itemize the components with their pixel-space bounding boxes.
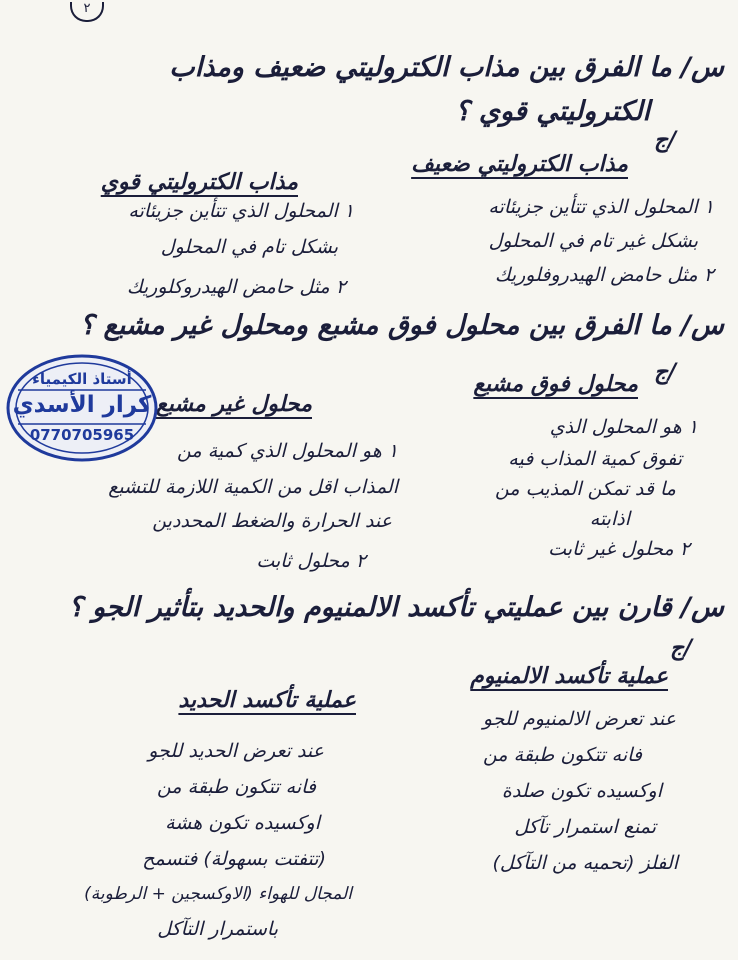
q1-line2: الكتروليتي قوي ؟ [455, 96, 650, 127]
q2-super-5: ٢ محلول غير ثابت [548, 538, 690, 560]
q2-head-unsat: محلول غير مشبع [156, 392, 312, 417]
q1-strong-3: ٢ مثل حامض الهيدروكلوريك [126, 276, 346, 298]
q1-weak-3: ٢ مثل حامض الهيدروفلوريك [494, 264, 714, 286]
q1-line1: س/ ما الفرق بين مذاب الكتروليتي ضعيف ومذاب [169, 52, 724, 83]
q2-line1: س/ ما الفرق بين محلول فوق مشبع ومحلول غير مشبع ؟ [79, 310, 724, 341]
q1-head-strong: مذاب الكتروليتي قوي [100, 170, 298, 195]
q1-head-weak: مذاب الكتروليتي ضعيف [411, 152, 628, 177]
q2-unsat-1: ١ هو المحلول الذي كمية من [177, 440, 398, 462]
q2-super-4: اذابته [589, 508, 630, 530]
q1-answer-mark: ج/ [654, 128, 677, 153]
q1-strong-1: ١ المحلول الذي تتأين جزيئاته [128, 200, 354, 222]
q2-head-super: محلول فوق مشبع [473, 372, 638, 397]
q2-unsat-3: عند الحرارة والضغط المحددين [152, 510, 392, 532]
q2-super-1: ١ هو المحلول الذي [549, 416, 698, 438]
q3-head-al: عملية تأكسد الالمنيوم [470, 664, 668, 689]
q3-fe-4: (تتفتت بسهولة) فتسمح [142, 848, 326, 870]
q3-fe-3: اوكسيده تكون هشة [165, 812, 320, 834]
q1-strong-2: بشكل تام في المحلول [160, 236, 338, 258]
q1-weak-2: بشكل غير تام في المحلول [488, 230, 698, 252]
q1-weak-1: ١ المحلول الذي تتأين جزيئاته [488, 196, 714, 218]
stamp-title: أستاذ الكيمياء [32, 370, 132, 388]
q2-super-3: ما قد تمكن المذيب من [494, 478, 676, 500]
q3-al-5: الفلز (تحميه من التآكل) [492, 852, 678, 874]
stamp-phone: 0770705965 [29, 426, 135, 444]
q3-fe-5: المجال للهواء (الاوكسجين + الرطوبة) [84, 884, 352, 904]
q3-fe-1: عند تعرض الحديد للجو [148, 740, 324, 762]
q3-fe-6: باستمرار التآكل [157, 918, 278, 940]
q3-al-1: عند تعرض الالمنيوم للجو [482, 708, 676, 730]
q3-al-3: اوكسيده تكون صلدة [501, 780, 662, 802]
q3-line1: س/ قارن بين عمليتي تأكسد الالمنيوم والحديد بتأثير الجو ؟ [68, 592, 724, 623]
q3-fe-2: فانه تتكون طبقة من [156, 776, 316, 798]
q3-answer-mark: ج/ [670, 636, 693, 661]
q2-super-2: تفوق كمية المذاب فيه [508, 448, 682, 470]
stamp-name: كرار الأسدي [12, 392, 152, 418]
q3-al-4: تمنع استمرار تآكل [514, 816, 656, 838]
q2-answer-mark: ج/ [654, 360, 677, 385]
page-number: ٢ [70, 2, 104, 22]
q2-unsat-4: ٢ محلول ثابت [256, 550, 366, 572]
q2-unsat-2: المذاب اقل من الكمية اللازمة للتشبع [108, 476, 398, 498]
q3-al-2: فانه تتكون طبقة من [482, 744, 642, 766]
q3-head-fe: عملية تأكسد الحديد [178, 688, 356, 713]
teacher-stamp [4, 352, 160, 464]
